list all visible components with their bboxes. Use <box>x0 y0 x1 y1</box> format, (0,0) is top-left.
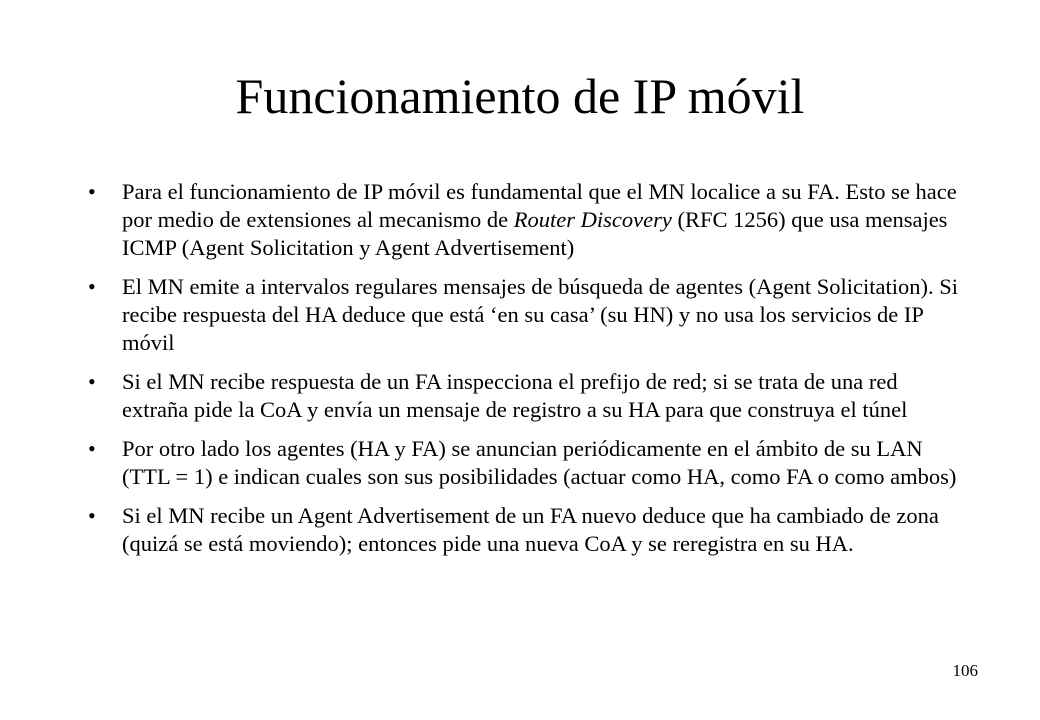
bullet-marker: • <box>88 436 96 461</box>
bullet-item <box>88 435 968 491</box>
slide-title: Funcionamiento de IP móvil <box>235 68 805 124</box>
bullet-text-segment: Para el funcionamiento de IP móvil es fundamental que el MN localice a su FA. Esto se hace por medio de extensiones al mecanismo de <box>122 179 957 232</box>
bullet-list <box>88 178 968 569</box>
bullet-marker: • <box>88 369 96 394</box>
bullet-text: Si el MN recibe respuesta de un FA inspecciona el prefijo de red; si se trata de una red extraña pide la CoA y envía un mensaje de registro a su HA para que construya el túnel <box>122 369 908 422</box>
bullet-item <box>88 273 968 357</box>
bullet-text-italic: Router Discovery <box>513 207 672 232</box>
bullet-marker: • <box>88 179 96 204</box>
bullet-item <box>88 502 968 558</box>
bullet-text: Por otro lado los agentes (HA y FA) se anuncian periódicamente en el ámbito de su LAN (TTL = 1) e indican cuales son sus posibilidades (actuar como HA, como FA o como ambos) <box>122 436 957 489</box>
bullet-text: Si el MN recibe un Agent Advertisement de un FA nuevo deduce que ha cambiado de zona (quizá se está moviendo); entonces pide una nueva CoA y se reregistra en su HA. <box>122 503 939 556</box>
page-number: 106 <box>952 661 978 680</box>
bullet-text: El MN emite a intervalos regulares mensajes de búsqueda de agentes (Agent Solicitation). Si recibe respuesta del HA deduce que está ‘en su casa’ (su HN) y no usa los servicios de IP móvil <box>122 274 959 355</box>
bullet-marker: • <box>88 503 96 528</box>
bullet-text <box>122 179 957 260</box>
bullet-item <box>88 178 968 262</box>
bullet-item <box>88 368 968 424</box>
bullet-marker: • <box>88 274 96 299</box>
bullet-text-segment: (RFC 1256) que usa mensajes ICMP (Agent Solicitation y Agent Advertisement) <box>122 207 948 260</box>
